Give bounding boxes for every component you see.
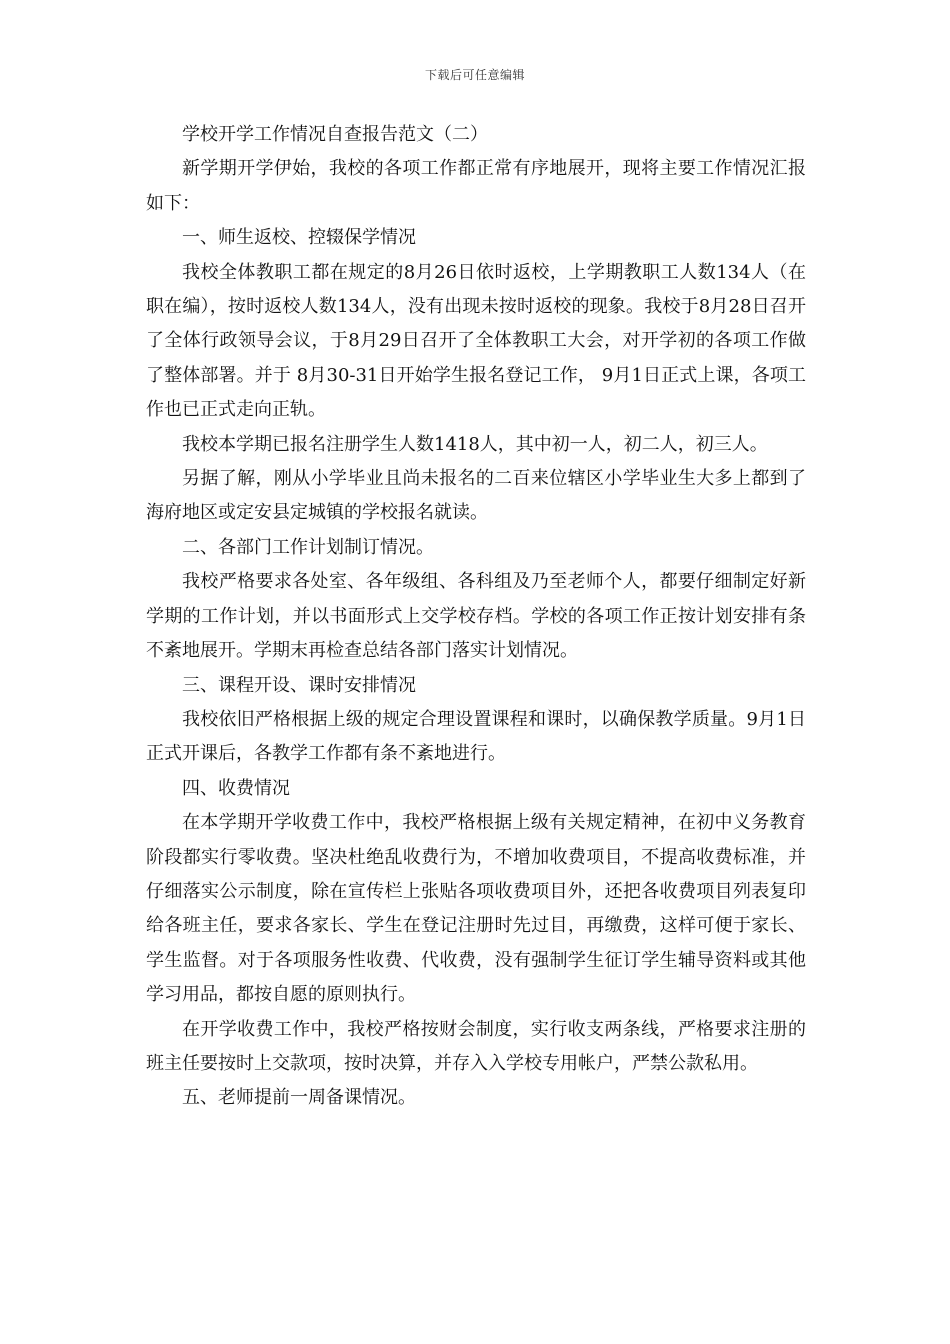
section-heading-4: 四、收费情况 — [182, 777, 290, 799]
section-heading-5: 五、老师提前一周备课情况。 — [182, 1087, 416, 1109]
document-body — [146, 118, 806, 1116]
paragraph-graduates: 另据了解，刚从小学毕业且尚未报名的二百来位辖区小学毕业生大多上都到了海府地区或定安县定城镇的学校报名就读。 — [146, 468, 806, 524]
paragraph-return: 我校全体教职工都在规定的8月26日依时返校，上学期教职工人数134人（在职在编），按时返校人数134人，没有出现未按时返校的现象。我校于8月28日召开了全体行政领导会议，于8月29日召开了全体教职工大会，对开学初的各项工作做了整体部署。并于 8月30-31日开始学生报名登记工作， 9月1日正式上课，各项工作也已正式走向正轨。 — [146, 261, 806, 421]
section-heading-3: 三、课程开设、课时安排情况 — [182, 674, 416, 696]
paragraph-enrollment: 我校本学期已报名注册学生人数1418人，其中初一人，初二人，初三人。 — [182, 433, 768, 455]
paragraph-intro: 新学期开学伊始，我校的各项工作都正常有序地展开，现将主要工作情况汇报如下： — [146, 158, 806, 214]
document-title: 学校开学工作情况自查报告范文（二） — [182, 124, 488, 145]
paragraph-courses: 我校依旧严格根据上级的规定合理设置课程和课时，以确保教学质量。9月1日正式开课后，各教学工作都有条不紊地进行。 — [146, 708, 806, 765]
paragraph-finance: 在开学收费工作中，我校严格按财会制度，实行收支两条线，严格要求注册的班主任要按时上交款项，按时决算，并存入入学校专用帐户，严禁公款私用。 — [146, 1018, 806, 1074]
section-heading-2: 二、各部门工作计划制订情况。 — [182, 536, 434, 558]
header-note: 下载后可任意编辑 — [424, 68, 525, 82]
paragraph-plans: 我校严格要求各处室、各年级组、各科组及乃至老师个人，都要仔细制定好新学期的工作计划，并以书面形式上交学校存档。学校的各项工作正按计划安排有条不紊地展开。学期末再检查总结各部门落实计划情况。 — [146, 571, 806, 662]
section-heading-1: 一、师生返校、控辍保学情况 — [182, 227, 416, 249]
paragraph-fees: 在本学期开学收费工作中，我校严格根据上级有关规定精神，在初中义务教育阶段都实行零收费。坚决杜绝乱收费行为，不增加收费项目，不提高收费标准，并仔细落实公示制度，除在宣传栏上张贴各项收费项目外，还把各收费项目列表复印给各班主任，要求各家长、学生在登记注册时先过目，再缴费，这样可便于家长、学生监督。对于各项服务性收费、代收费，没有强制学生征订学生辅导资料或其他学习用品，都按自愿的原则执行。 — [146, 812, 806, 1006]
